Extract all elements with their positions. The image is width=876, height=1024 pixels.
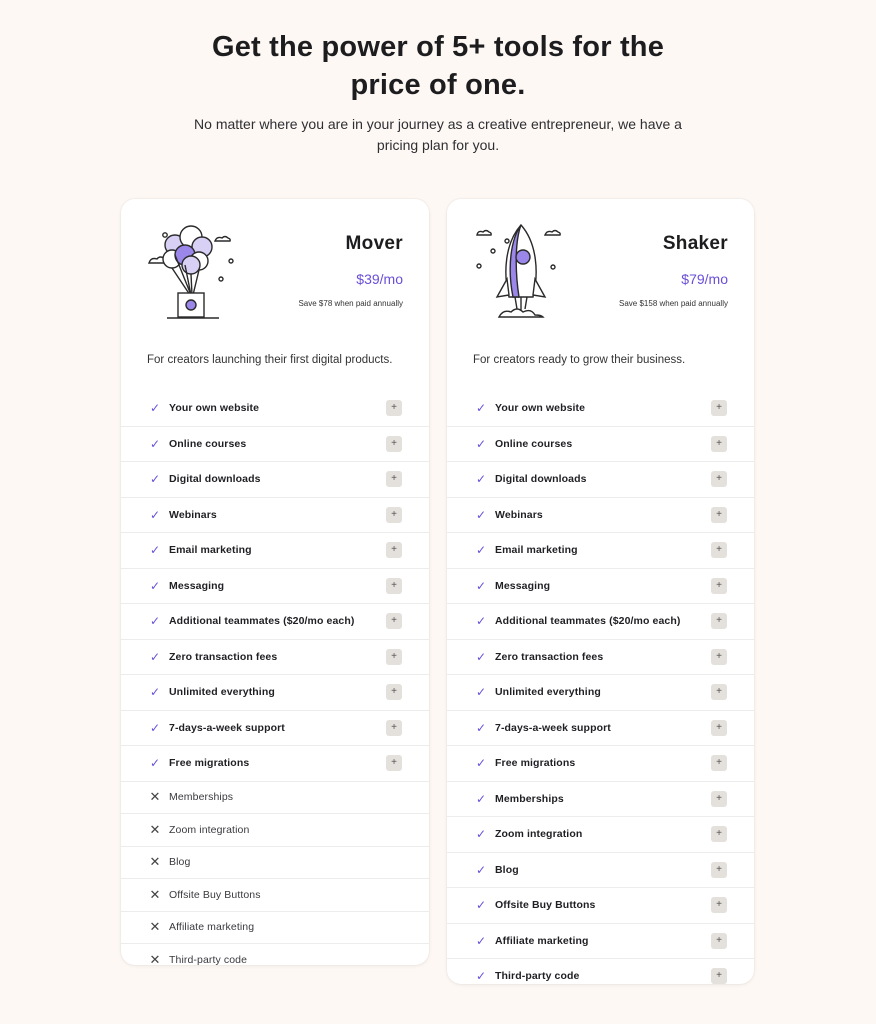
feature-label: Free migrations <box>169 757 250 770</box>
plan-annual-savings: Save $158 when paid annually <box>619 299 728 308</box>
feature-label: Additional teammates ($20/mo each) <box>169 615 355 628</box>
feature-label: Online courses <box>169 437 247 450</box>
feature-list <box>447 391 754 984</box>
feature-row <box>121 879 429 912</box>
check-icon: ✓ <box>475 472 487 487</box>
plan-description: For creators launching their first digital products. <box>147 354 393 366</box>
feature-label: Affiliate marketing <box>169 921 255 934</box>
feature-row[interactable] <box>447 604 754 640</box>
check-icon: ✓ <box>149 685 161 700</box>
feature-label: Unlimited everything <box>169 686 275 699</box>
feature-row[interactable] <box>447 675 754 711</box>
feature-label: Affiliate marketing <box>495 934 589 947</box>
plan-name: Shaker <box>662 233 728 254</box>
feature-row[interactable] <box>121 675 429 711</box>
cross-icon: ✕ <box>149 854 161 870</box>
feature-label: Zero transaction fees <box>495 650 604 663</box>
expand-plus-button[interactable]: + <box>711 897 727 913</box>
check-icon: ✓ <box>475 401 487 416</box>
feature-row[interactable] <box>121 462 429 498</box>
expand-plus-button[interactable]: + <box>386 649 402 665</box>
feature-label: Blog <box>495 863 519 876</box>
check-icon: ✓ <box>475 862 487 877</box>
feature-row[interactable] <box>447 959 754 984</box>
feature-row[interactable] <box>121 498 429 534</box>
expand-plus-button[interactable]: + <box>386 684 402 700</box>
feature-row[interactable] <box>447 569 754 605</box>
feature-label: Zero transaction fees <box>169 650 278 663</box>
feature-row <box>121 944 429 965</box>
expand-plus-button[interactable]: + <box>711 720 727 736</box>
balloons-box-icon <box>145 221 245 325</box>
feature-row[interactable] <box>447 853 754 889</box>
feature-label: Free migrations <box>495 757 576 770</box>
check-icon: ✓ <box>149 401 161 416</box>
feature-row[interactable] <box>447 782 754 818</box>
check-icon: ✓ <box>475 969 487 984</box>
feature-row[interactable] <box>447 427 754 463</box>
expand-plus-button[interactable]: + <box>711 578 727 594</box>
check-icon: ✓ <box>475 649 487 664</box>
feature-label: Memberships <box>169 791 234 804</box>
check-icon: ✓ <box>475 898 487 913</box>
feature-label: 7-days-a-week support <box>495 721 611 734</box>
check-icon: ✓ <box>475 578 487 593</box>
feature-row[interactable] <box>447 533 754 569</box>
feature-label: Third-party code <box>495 970 580 983</box>
expand-plus-button[interactable]: + <box>711 862 727 878</box>
expand-plus-button[interactable]: + <box>711 826 727 842</box>
cross-icon: ✕ <box>149 821 161 837</box>
expand-plus-button[interactable]: + <box>711 400 727 416</box>
feature-row <box>121 912 429 945</box>
expand-plus-button[interactable]: + <box>711 791 727 807</box>
expand-plus-button[interactable]: + <box>711 755 727 771</box>
expand-plus-button[interactable]: + <box>711 436 727 452</box>
expand-plus-button[interactable]: + <box>386 613 402 629</box>
expand-plus-button[interactable]: + <box>711 684 727 700</box>
check-icon: ✓ <box>475 827 487 842</box>
expand-plus-button[interactable]: + <box>386 436 402 452</box>
expand-plus-button[interactable]: + <box>711 968 727 984</box>
feature-row[interactable] <box>121 569 429 605</box>
feature-row[interactable] <box>447 711 754 747</box>
page-title-line-1: Get the power of 5+ tools for the <box>211 31 665 63</box>
feature-label: Offsite Buy Buttons <box>495 899 596 912</box>
page-title <box>0 28 876 104</box>
check-icon: ✓ <box>149 507 161 522</box>
check-icon: ✓ <box>149 436 161 451</box>
check-icon: ✓ <box>149 720 161 735</box>
feature-row[interactable] <box>447 888 754 924</box>
feature-label: Email marketing <box>495 544 578 557</box>
expand-plus-button[interactable]: + <box>386 471 402 487</box>
expand-plus-button[interactable]: + <box>711 649 727 665</box>
check-icon: ✓ <box>475 614 487 629</box>
expand-plus-button[interactable]: + <box>386 542 402 558</box>
plan-annual-savings: Save $78 when paid annually <box>298 299 403 308</box>
check-icon: ✓ <box>149 578 161 593</box>
page-subtitle: No matter where you are in your journey as a creative entrepreneur, we have a pricing plan for you. <box>194 116 682 153</box>
feature-row <box>121 814 429 847</box>
check-icon: ✓ <box>475 756 487 771</box>
feature-label: Third-party code <box>169 953 248 965</box>
check-icon: ✓ <box>475 436 487 451</box>
check-icon: ✓ <box>149 543 161 558</box>
feature-label: Digital downloads <box>495 473 587 486</box>
check-icon: ✓ <box>475 720 487 735</box>
expand-plus-button[interactable]: + <box>386 507 402 523</box>
feature-label: Messaging <box>169 579 225 592</box>
page-title-line-2: price of one. <box>350 69 526 101</box>
plan-card-mover <box>121 199 429 965</box>
check-icon: ✓ <box>149 649 161 664</box>
check-icon: ✓ <box>149 756 161 771</box>
expand-plus-button[interactable]: + <box>711 471 727 487</box>
feature-label: Email marketing <box>169 544 252 557</box>
expand-plus-button[interactable]: + <box>711 542 727 558</box>
plan-card-shaker <box>447 199 754 984</box>
feature-row[interactable] <box>447 498 754 534</box>
plan-description: For creators ready to grow their business. <box>473 354 686 366</box>
cross-icon: ✕ <box>149 886 161 902</box>
feature-label: Your own website <box>169 402 260 415</box>
expand-plus-button[interactable]: + <box>386 400 402 416</box>
feature-label: 7-days-a-week support <box>169 721 285 734</box>
feature-label: Offsite Buy Buttons <box>169 888 261 901</box>
feature-label: Zoom integration <box>169 823 250 836</box>
feature-label: Memberships <box>495 792 564 805</box>
cross-icon: ✕ <box>149 919 161 935</box>
plan-name: Mover <box>345 233 403 254</box>
feature-label: Webinars <box>495 508 543 521</box>
feature-row[interactable] <box>447 462 754 498</box>
cross-icon: ✕ <box>149 789 161 805</box>
feature-label: Blog <box>169 856 191 869</box>
expand-plus-button[interactable]: + <box>711 507 727 523</box>
check-icon: ✓ <box>475 933 487 948</box>
feature-label: Messaging <box>495 579 551 592</box>
check-icon: ✓ <box>475 543 487 558</box>
feature-label: Digital downloads <box>169 473 261 486</box>
feature-row[interactable] <box>121 640 429 676</box>
plan-price: $79/mo <box>681 271 728 287</box>
rocket-icon <box>471 221 571 325</box>
check-icon: ✓ <box>475 685 487 700</box>
feature-label: Webinars <box>169 508 217 521</box>
feature-row[interactable] <box>121 427 429 463</box>
cross-icon: ✕ <box>149 951 161 965</box>
feature-row <box>121 847 429 880</box>
feature-row[interactable] <box>121 711 429 747</box>
feature-row[interactable] <box>447 640 754 676</box>
feature-row[interactable] <box>121 604 429 640</box>
feature-label: Unlimited everything <box>495 686 601 699</box>
feature-row <box>121 782 429 815</box>
plan-price: $39/mo <box>356 271 403 287</box>
expand-plus-button[interactable]: + <box>386 720 402 736</box>
feature-row[interactable] <box>447 924 754 960</box>
feature-label: Online courses <box>495 437 573 450</box>
feature-row[interactable] <box>447 746 754 782</box>
feature-row[interactable] <box>121 391 429 427</box>
check-icon: ✓ <box>149 472 161 487</box>
feature-row[interactable] <box>121 533 429 569</box>
feature-label: Additional teammates ($20/mo each) <box>495 615 681 628</box>
feature-label: Your own website <box>495 402 586 415</box>
expand-plus-button[interactable]: + <box>711 613 727 629</box>
check-icon: ✓ <box>475 791 487 806</box>
feature-row[interactable] <box>447 391 754 427</box>
feature-row[interactable] <box>121 746 429 782</box>
check-icon: ✓ <box>149 614 161 629</box>
expand-plus-button[interactable]: + <box>386 755 402 771</box>
feature-row[interactable] <box>447 817 754 853</box>
feature-list <box>121 391 429 965</box>
check-icon: ✓ <box>475 507 487 522</box>
feature-label: Zoom integration <box>495 828 583 841</box>
expand-plus-button[interactable]: + <box>711 933 727 949</box>
expand-plus-button[interactable]: + <box>386 578 402 594</box>
